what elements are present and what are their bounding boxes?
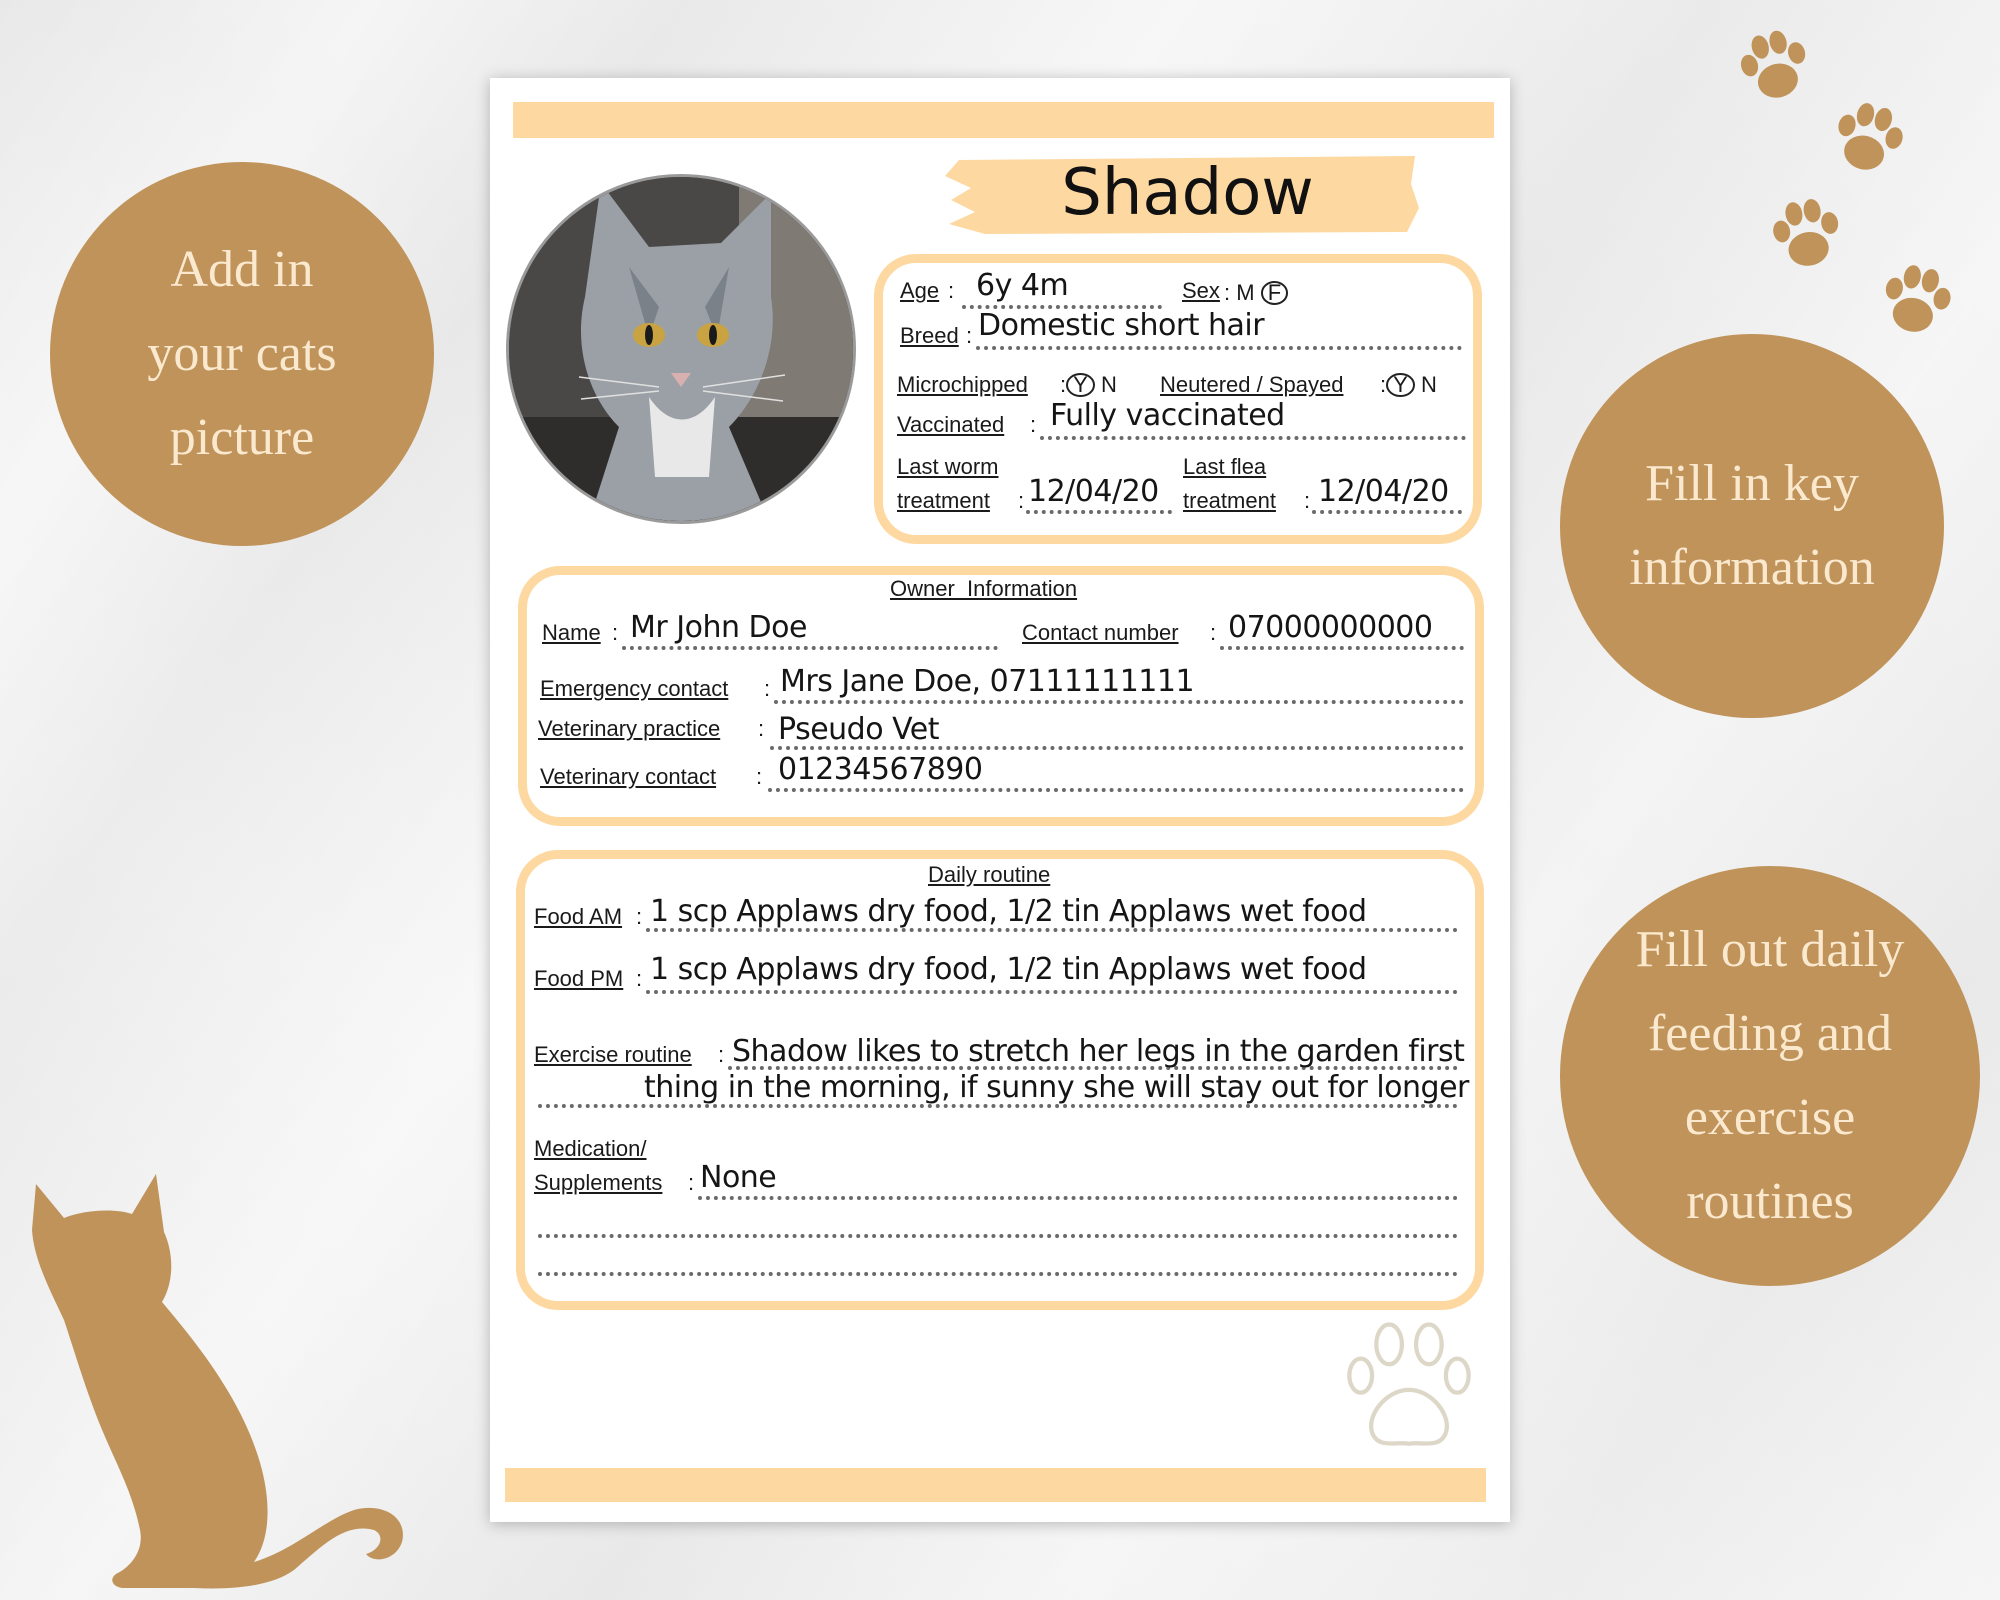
vet-contact-value[interactable]: 01234567890 xyxy=(778,752,983,787)
neutered-n[interactable]: N xyxy=(1420,372,1437,397)
vet-contact-label: Veterinary contact xyxy=(540,764,717,789)
owner-name-value[interactable]: Mr John Doe xyxy=(630,610,807,645)
cat-silhouette-icon xyxy=(24,1170,424,1590)
breed-value[interactable]: Domestic short hair xyxy=(978,308,1265,343)
owner-name-field-line xyxy=(622,646,998,650)
colon: : xyxy=(758,716,765,741)
sex-m[interactable]: M xyxy=(1236,280,1255,305)
colon: : xyxy=(718,1042,725,1067)
colon: : xyxy=(966,323,973,348)
medication-label-line1: Medication/ xyxy=(534,1136,647,1161)
sex-label: Sex xyxy=(1182,278,1220,303)
callout-line: information xyxy=(1629,539,1875,596)
food-pm-value[interactable]: 1 scp Applaws dry food, 1/2 tin Applaws wet food xyxy=(650,952,1367,987)
owner-heading: Owner Information xyxy=(890,576,1078,601)
microchipped-y-selected[interactable]: Y xyxy=(1066,373,1095,397)
paw-print-icon xyxy=(1764,192,1848,276)
worm-value[interactable]: 12/04/20 xyxy=(1028,474,1159,509)
age-label: Age xyxy=(900,278,940,303)
food-am-value[interactable]: 1 scp Applaws dry food, 1/2 tin Applaws wet food xyxy=(650,894,1367,929)
food-pm-label: Food PM xyxy=(534,966,624,991)
flea-label-line2: treatment xyxy=(1183,488,1276,513)
exercise-label: Exercise routine xyxy=(534,1042,692,1067)
exercise-value-line2[interactable]: thing in the morning, if sunny she will stay out for longer xyxy=(644,1070,1469,1105)
daily-routine-heading: Daily routine xyxy=(928,862,1051,887)
emergency-contact-label: Emergency contact xyxy=(540,676,729,701)
contact-number-value[interactable]: 07000000000 xyxy=(1228,610,1433,645)
callout-line: feeding and xyxy=(1647,1005,1892,1062)
worm-label-line2: treatment xyxy=(897,488,990,513)
colon: : xyxy=(636,904,643,929)
callout-line: routines xyxy=(1686,1173,1854,1230)
colon: : xyxy=(1210,620,1217,645)
exercise-value-line1[interactable]: Shadow likes to stretch her legs in the garden first xyxy=(732,1034,1465,1069)
food-pm-field-line xyxy=(646,990,1458,994)
medication-value[interactable]: None xyxy=(700,1160,777,1195)
vaccinated-field-line xyxy=(1040,436,1466,440)
paw-print-icon xyxy=(1732,24,1816,108)
colon: : xyxy=(764,676,771,701)
bottom-band xyxy=(505,1468,1486,1502)
blank-line xyxy=(538,1272,1458,1276)
top-band xyxy=(513,102,1494,138)
colon: : xyxy=(1018,488,1025,513)
breed-field-line xyxy=(976,346,1462,350)
paw-outline-icon xyxy=(1338,1316,1480,1458)
callout-line: Fill in key xyxy=(1645,455,1859,512)
colon: : xyxy=(688,1170,695,1195)
callout-line: Add in xyxy=(170,241,314,298)
colon: : xyxy=(1304,488,1311,513)
colon: : xyxy=(756,764,763,789)
callout-line: picture xyxy=(169,409,315,466)
vet-practice-label: Veterinary practice xyxy=(538,716,721,741)
breed-label: Breed xyxy=(900,323,959,348)
contact-number-field-line xyxy=(1220,646,1464,650)
microchipped-label: Microchipped xyxy=(897,372,1028,397)
neutered-y-selected[interactable]: Y xyxy=(1386,373,1415,397)
owner-name-label: Name xyxy=(542,620,601,645)
emergency-contact-value[interactable]: Mrs Jane Doe, 07111111111 xyxy=(780,664,1195,699)
paw-print-icon xyxy=(1826,96,1910,180)
neutered-label: Neutered / Spayed xyxy=(1160,372,1344,397)
colon: : xyxy=(1030,412,1037,437)
flea-value[interactable]: 12/04/20 xyxy=(1318,474,1449,509)
worm-label-line1: Last worm xyxy=(897,454,999,479)
emergency-contact-field-line xyxy=(774,700,1464,704)
callout-add-picture xyxy=(50,162,434,546)
neutered-options[interactable]: : Y N xyxy=(1380,372,1437,397)
callout-line: your cats xyxy=(147,325,337,382)
medication-label-line2: Supplements xyxy=(534,1170,663,1195)
food-am-label: Food AM xyxy=(534,904,623,929)
microchipped-options[interactable]: : Y N xyxy=(1060,372,1117,397)
medication-field-line xyxy=(698,1196,1458,1200)
worm-field-line xyxy=(1026,510,1172,514)
colon: : xyxy=(612,620,619,645)
contact-number-label: Contact number xyxy=(1022,620,1179,645)
blank-line xyxy=(538,1234,1458,1238)
colon: : xyxy=(636,966,643,991)
vet-practice-value[interactable]: Pseudo Vet xyxy=(778,712,940,747)
colon: : xyxy=(948,278,955,303)
flea-label-line1: Last flea xyxy=(1183,454,1267,479)
vet-contact-field-line xyxy=(768,788,1464,792)
callout-key-information xyxy=(1560,334,1944,718)
microchipped-n[interactable]: N xyxy=(1100,372,1117,397)
vaccinated-value[interactable]: Fully vaccinated xyxy=(1050,398,1285,433)
cat-photo[interactable] xyxy=(506,174,856,524)
flea-field-line xyxy=(1312,510,1462,514)
sex-options[interactable]: : M F xyxy=(1224,280,1288,306)
vaccinated-label: Vaccinated xyxy=(897,412,1005,437)
cat-photo-icon xyxy=(509,177,853,521)
age-value[interactable]: 6y 4m xyxy=(976,268,1069,303)
paw-print-icon xyxy=(1874,258,1958,342)
callout-line: Fill out daily xyxy=(1635,921,1905,978)
callout-daily-routines xyxy=(1560,866,1980,1286)
sex-f-selected[interactable]: F xyxy=(1261,281,1288,305)
callout-line: exercise xyxy=(1684,1089,1856,1146)
cat-name[interactable]: Shadow xyxy=(1061,156,1314,230)
